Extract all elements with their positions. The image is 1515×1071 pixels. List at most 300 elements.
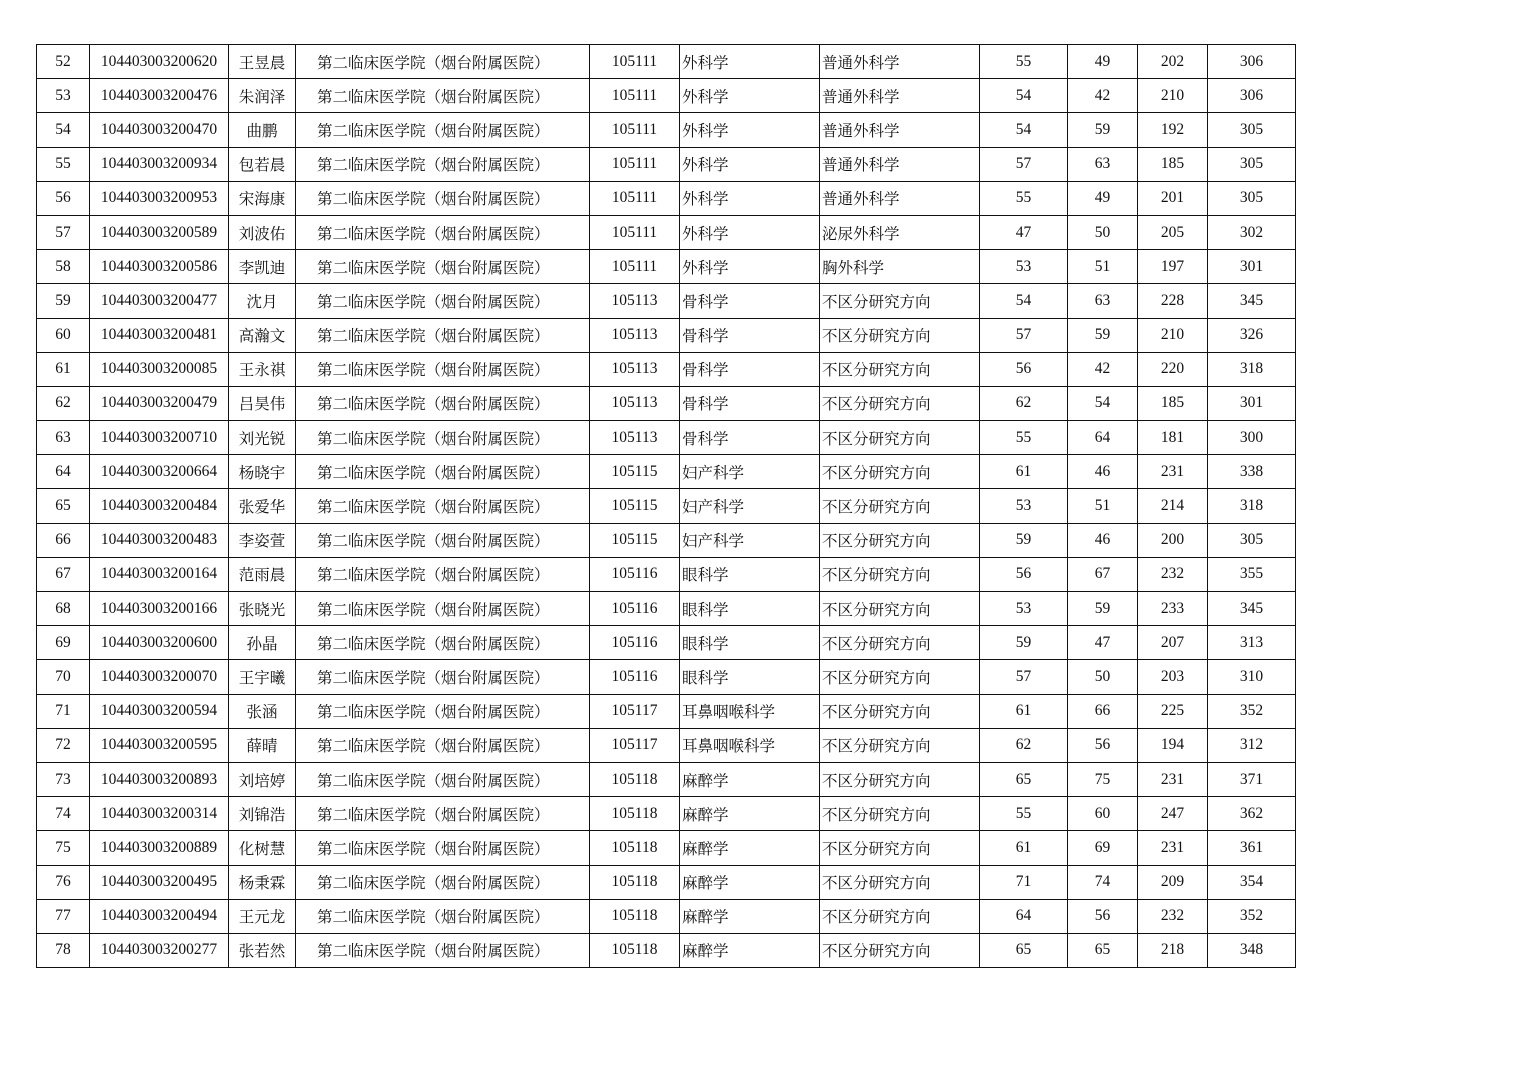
cell-department: 第二临床医学院（烟台附属医院） [296, 933, 590, 967]
cell-row-number: 77 [37, 899, 90, 933]
cell-department: 第二临床医学院（烟台附属医院） [296, 865, 590, 899]
cell-candidate-name: 王宇曦 [229, 660, 296, 694]
cell-research-direction: 不区分研究方向 [820, 728, 980, 762]
cell-score-professional: 218 [1138, 933, 1208, 967]
cell-score-total: 345 [1208, 284, 1296, 318]
cell-score-total: 305 [1208, 147, 1296, 181]
cell-row-number: 53 [37, 79, 90, 113]
cell-research-direction: 不区分研究方向 [820, 352, 980, 386]
cell-major-code: 105116 [590, 592, 680, 626]
cell-research-direction: 不区分研究方向 [820, 933, 980, 967]
cell-major-name: 外科学 [680, 250, 820, 284]
cell-score-english: 65 [1068, 933, 1138, 967]
cell-score-total: 301 [1208, 386, 1296, 420]
table-row [37, 933, 1296, 967]
cell-department: 第二临床医学院（烟台附属医院） [296, 318, 590, 352]
cell-major-code: 105115 [590, 489, 680, 523]
cell-row-number: 60 [37, 318, 90, 352]
cell-major-name: 眼科学 [680, 660, 820, 694]
cell-row-number: 70 [37, 660, 90, 694]
cell-department: 第二临床医学院（烟台附属医院） [296, 626, 590, 660]
cell-candidate-name: 吕昊伟 [229, 386, 296, 420]
cell-candidate-name: 高瀚文 [229, 318, 296, 352]
cell-score-professional: 194 [1138, 728, 1208, 762]
cell-department: 第二临床医学院（烟台附属医院） [296, 660, 590, 694]
cell-candidate-id: 104403003200479 [90, 386, 229, 420]
cell-score-politics: 54 [980, 79, 1068, 113]
cell-candidate-name: 李姿萱 [229, 523, 296, 557]
cell-score-english: 63 [1068, 284, 1138, 318]
cell-research-direction: 不区分研究方向 [820, 626, 980, 660]
cell-candidate-name: 刘光锐 [229, 421, 296, 455]
cell-row-number: 61 [37, 352, 90, 386]
cell-score-professional: 192 [1138, 113, 1208, 147]
cell-score-professional: 200 [1138, 523, 1208, 557]
cell-score-politics: 47 [980, 215, 1068, 249]
cell-department: 第二临床医学院（烟台附属医院） [296, 557, 590, 591]
cell-research-direction: 普通外科学 [820, 79, 980, 113]
table-row [37, 386, 1296, 420]
cell-department: 第二临床医学院（烟台附属医院） [296, 762, 590, 796]
cell-score-english: 59 [1068, 592, 1138, 626]
cell-research-direction: 不区分研究方向 [820, 455, 980, 489]
cell-score-english: 49 [1068, 45, 1138, 79]
cell-candidate-name: 化树慧 [229, 831, 296, 865]
cell-score-professional: 232 [1138, 557, 1208, 591]
cell-score-english: 74 [1068, 865, 1138, 899]
cell-research-direction: 不区分研究方向 [820, 797, 980, 831]
cell-candidate-name: 孙晶 [229, 626, 296, 660]
cell-score-total: 302 [1208, 215, 1296, 249]
table-row [37, 592, 1296, 626]
cell-major-code: 105116 [590, 660, 680, 694]
cell-row-number: 69 [37, 626, 90, 660]
cell-score-english: 56 [1068, 728, 1138, 762]
cell-score-politics: 65 [980, 933, 1068, 967]
cell-candidate-id: 104403003200594 [90, 694, 229, 728]
cell-research-direction: 普通外科学 [820, 147, 980, 181]
cell-score-politics: 55 [980, 797, 1068, 831]
cell-score-english: 42 [1068, 79, 1138, 113]
cell-department: 第二临床医学院（烟台附属医院） [296, 147, 590, 181]
table-row [37, 694, 1296, 728]
cell-research-direction: 不区分研究方向 [820, 489, 980, 523]
cell-major-name: 眼科学 [680, 626, 820, 660]
cell-research-direction: 不区分研究方向 [820, 284, 980, 318]
cell-score-professional: 231 [1138, 762, 1208, 796]
cell-score-english: 54 [1068, 386, 1138, 420]
cell-candidate-name: 刘波佑 [229, 215, 296, 249]
cell-score-total: 305 [1208, 523, 1296, 557]
cell-department: 第二临床医学院（烟台附属医院） [296, 899, 590, 933]
cell-candidate-id: 104403003200481 [90, 318, 229, 352]
cell-candidate-name: 王昱晨 [229, 45, 296, 79]
cell-score-english: 51 [1068, 489, 1138, 523]
cell-row-number: 58 [37, 250, 90, 284]
cell-score-total: 326 [1208, 318, 1296, 352]
cell-row-number: 63 [37, 421, 90, 455]
cell-score-politics: 54 [980, 113, 1068, 147]
cell-score-total: 318 [1208, 489, 1296, 523]
cell-score-english: 50 [1068, 660, 1138, 694]
table-row [37, 250, 1296, 284]
table-body [37, 45, 1296, 968]
cell-candidate-name: 杨秉霖 [229, 865, 296, 899]
cell-score-politics: 59 [980, 523, 1068, 557]
cell-department: 第二临床医学院（烟台附属医院） [296, 489, 590, 523]
cell-major-name: 妇产科学 [680, 455, 820, 489]
table-row [37, 79, 1296, 113]
cell-candidate-name: 张若然 [229, 933, 296, 967]
cell-score-politics: 62 [980, 728, 1068, 762]
cell-major-code: 105116 [590, 557, 680, 591]
cell-department: 第二临床医学院（烟台附属医院） [296, 592, 590, 626]
cell-major-name: 外科学 [680, 181, 820, 215]
cell-research-direction: 不区分研究方向 [820, 899, 980, 933]
cell-candidate-id: 104403003200595 [90, 728, 229, 762]
cell-department: 第二临床医学院（烟台附属医院） [296, 831, 590, 865]
admission-score-table [36, 44, 1296, 968]
cell-score-english: 64 [1068, 421, 1138, 455]
cell-major-code: 105111 [590, 181, 680, 215]
table-row [37, 352, 1296, 386]
cell-major-name: 眼科学 [680, 592, 820, 626]
cell-department: 第二临床医学院（烟台附属医院） [296, 523, 590, 557]
cell-major-name: 外科学 [680, 113, 820, 147]
table-row [37, 455, 1296, 489]
cell-score-total: 301 [1208, 250, 1296, 284]
cell-major-code: 105113 [590, 386, 680, 420]
cell-score-professional: 210 [1138, 318, 1208, 352]
cell-candidate-id: 104403003200277 [90, 933, 229, 967]
cell-score-total: 354 [1208, 865, 1296, 899]
cell-candidate-id: 104403003200164 [90, 557, 229, 591]
cell-candidate-id: 104403003200070 [90, 660, 229, 694]
cell-candidate-name: 张晓光 [229, 592, 296, 626]
cell-score-english: 59 [1068, 318, 1138, 352]
cell-candidate-name: 杨晓宇 [229, 455, 296, 489]
cell-row-number: 67 [37, 557, 90, 591]
cell-major-code: 105111 [590, 147, 680, 181]
cell-candidate-id: 104403003200934 [90, 147, 229, 181]
cell-major-name: 骨科学 [680, 284, 820, 318]
cell-score-english: 42 [1068, 352, 1138, 386]
cell-row-number: 75 [37, 831, 90, 865]
cell-candidate-name: 薛晴 [229, 728, 296, 762]
cell-row-number: 52 [37, 45, 90, 79]
table-row [37, 489, 1296, 523]
cell-research-direction: 胸外科学 [820, 250, 980, 284]
table-row [37, 45, 1296, 79]
cell-score-total: 338 [1208, 455, 1296, 489]
cell-score-total: 305 [1208, 113, 1296, 147]
cell-major-name: 外科学 [680, 215, 820, 249]
cell-major-name: 麻醉学 [680, 797, 820, 831]
cell-candidate-id: 104403003200484 [90, 489, 229, 523]
cell-department: 第二临床医学院（烟台附属医院） [296, 113, 590, 147]
cell-score-total: 348 [1208, 933, 1296, 967]
cell-row-number: 71 [37, 694, 90, 728]
cell-score-english: 49 [1068, 181, 1138, 215]
cell-score-politics: 61 [980, 455, 1068, 489]
cell-score-professional: 232 [1138, 899, 1208, 933]
cell-row-number: 55 [37, 147, 90, 181]
cell-score-english: 69 [1068, 831, 1138, 865]
cell-major-name: 麻醉学 [680, 899, 820, 933]
cell-major-code: 105113 [590, 421, 680, 455]
cell-score-politics: 65 [980, 762, 1068, 796]
cell-department: 第二临床医学院（烟台附属医院） [296, 421, 590, 455]
cell-research-direction: 不区分研究方向 [820, 523, 980, 557]
cell-score-professional: 214 [1138, 489, 1208, 523]
cell-score-english: 63 [1068, 147, 1138, 181]
cell-score-total: 310 [1208, 660, 1296, 694]
cell-score-professional: 233 [1138, 592, 1208, 626]
cell-score-professional: 201 [1138, 181, 1208, 215]
cell-major-code: 105111 [590, 215, 680, 249]
cell-major-name: 骨科学 [680, 386, 820, 420]
cell-candidate-id: 104403003200620 [90, 45, 229, 79]
cell-department: 第二临床医学院（烟台附属医院） [296, 352, 590, 386]
cell-score-total: 345 [1208, 592, 1296, 626]
cell-score-total: 362 [1208, 797, 1296, 831]
cell-row-number: 68 [37, 592, 90, 626]
cell-score-professional: 205 [1138, 215, 1208, 249]
table-row [37, 899, 1296, 933]
cell-score-professional: 210 [1138, 79, 1208, 113]
cell-major-name: 妇产科学 [680, 489, 820, 523]
table-row [37, 523, 1296, 557]
cell-candidate-id: 104403003200710 [90, 421, 229, 455]
cell-major-code: 105113 [590, 318, 680, 352]
cell-major-code: 105118 [590, 797, 680, 831]
cell-score-total: 361 [1208, 831, 1296, 865]
cell-major-name: 麻醉学 [680, 933, 820, 967]
cell-research-direction: 不区分研究方向 [820, 386, 980, 420]
cell-research-direction: 泌尿外科学 [820, 215, 980, 249]
cell-research-direction: 普通外科学 [820, 113, 980, 147]
cell-candidate-id: 104403003200893 [90, 762, 229, 796]
cell-major-code: 105117 [590, 694, 680, 728]
cell-row-number: 78 [37, 933, 90, 967]
cell-major-name: 麻醉学 [680, 831, 820, 865]
cell-score-professional: 231 [1138, 831, 1208, 865]
cell-candidate-id: 104403003200495 [90, 865, 229, 899]
cell-research-direction: 不区分研究方向 [820, 865, 980, 899]
cell-row-number: 57 [37, 215, 90, 249]
cell-major-name: 外科学 [680, 79, 820, 113]
cell-major-code: 105111 [590, 45, 680, 79]
cell-major-name: 外科学 [680, 147, 820, 181]
cell-score-total: 371 [1208, 762, 1296, 796]
cell-score-english: 59 [1068, 113, 1138, 147]
cell-score-total: 318 [1208, 352, 1296, 386]
cell-major-name: 眼科学 [680, 557, 820, 591]
cell-candidate-name: 宋海康 [229, 181, 296, 215]
cell-candidate-id: 104403003200166 [90, 592, 229, 626]
cell-major-name: 骨科学 [680, 421, 820, 455]
table-row [37, 318, 1296, 352]
cell-score-politics: 62 [980, 386, 1068, 420]
cell-candidate-id: 104403003200085 [90, 352, 229, 386]
cell-score-politics: 54 [980, 284, 1068, 318]
cell-score-english: 75 [1068, 762, 1138, 796]
cell-score-total: 300 [1208, 421, 1296, 455]
cell-score-total: 305 [1208, 181, 1296, 215]
cell-candidate-name: 包若晨 [229, 147, 296, 181]
table-row [37, 181, 1296, 215]
cell-major-name: 骨科学 [680, 318, 820, 352]
cell-candidate-id: 104403003200314 [90, 797, 229, 831]
cell-candidate-id: 104403003200494 [90, 899, 229, 933]
cell-research-direction: 普通外科学 [820, 181, 980, 215]
cell-score-english: 46 [1068, 523, 1138, 557]
cell-candidate-id: 104403003200483 [90, 523, 229, 557]
cell-row-number: 74 [37, 797, 90, 831]
cell-score-total: 306 [1208, 45, 1296, 79]
cell-score-professional: 185 [1138, 147, 1208, 181]
cell-score-professional: 209 [1138, 865, 1208, 899]
cell-department: 第二临床医学院（烟台附属医院） [296, 250, 590, 284]
cell-major-name: 妇产科学 [680, 523, 820, 557]
cell-research-direction: 不区分研究方向 [820, 831, 980, 865]
table-row [37, 728, 1296, 762]
cell-department: 第二临床医学院（烟台附属医院） [296, 45, 590, 79]
table-row [37, 660, 1296, 694]
cell-score-politics: 55 [980, 421, 1068, 455]
table-row [37, 113, 1296, 147]
cell-score-english: 50 [1068, 215, 1138, 249]
cell-score-professional: 181 [1138, 421, 1208, 455]
cell-major-code: 105117 [590, 728, 680, 762]
cell-score-total: 306 [1208, 79, 1296, 113]
cell-research-direction: 不区分研究方向 [820, 762, 980, 796]
cell-score-total: 355 [1208, 557, 1296, 591]
cell-score-total: 352 [1208, 899, 1296, 933]
cell-major-name: 耳鼻咽喉科学 [680, 694, 820, 728]
cell-department: 第二临床医学院（烟台附属医院） [296, 455, 590, 489]
cell-score-professional: 231 [1138, 455, 1208, 489]
cell-candidate-name: 张涵 [229, 694, 296, 728]
cell-score-english: 60 [1068, 797, 1138, 831]
cell-major-code: 105111 [590, 250, 680, 284]
table-row [37, 831, 1296, 865]
cell-score-total: 313 [1208, 626, 1296, 660]
cell-score-english: 51 [1068, 250, 1138, 284]
cell-department: 第二临床医学院（烟台附属医院） [296, 284, 590, 318]
cell-research-direction: 不区分研究方向 [820, 660, 980, 694]
cell-score-english: 56 [1068, 899, 1138, 933]
cell-candidate-id: 104403003200953 [90, 181, 229, 215]
cell-department: 第二临床医学院（烟台附属医院） [296, 181, 590, 215]
table-row [37, 626, 1296, 660]
cell-major-name: 外科学 [680, 45, 820, 79]
cell-candidate-id: 104403003200889 [90, 831, 229, 865]
cell-score-politics: 53 [980, 592, 1068, 626]
cell-score-politics: 61 [980, 694, 1068, 728]
cell-score-professional: 197 [1138, 250, 1208, 284]
cell-research-direction: 普通外科学 [820, 45, 980, 79]
cell-department: 第二临床医学院（烟台附属医院） [296, 386, 590, 420]
cell-score-politics: 53 [980, 489, 1068, 523]
cell-major-code: 105118 [590, 831, 680, 865]
cell-score-professional: 203 [1138, 660, 1208, 694]
cell-major-code: 105111 [590, 79, 680, 113]
table-row [37, 762, 1296, 796]
cell-candidate-name: 范雨晨 [229, 557, 296, 591]
cell-score-english: 46 [1068, 455, 1138, 489]
cell-score-english: 66 [1068, 694, 1138, 728]
cell-candidate-id: 104403003200664 [90, 455, 229, 489]
cell-major-name: 骨科学 [680, 352, 820, 386]
cell-candidate-id: 104403003200476 [90, 79, 229, 113]
cell-score-professional: 247 [1138, 797, 1208, 831]
cell-score-politics: 57 [980, 660, 1068, 694]
cell-candidate-name: 刘锦浩 [229, 797, 296, 831]
cell-row-number: 76 [37, 865, 90, 899]
cell-major-name: 耳鼻咽喉科学 [680, 728, 820, 762]
cell-score-professional: 185 [1138, 386, 1208, 420]
cell-candidate-name: 刘培婷 [229, 762, 296, 796]
cell-major-code: 105115 [590, 523, 680, 557]
cell-research-direction: 不区分研究方向 [820, 318, 980, 352]
cell-candidate-name: 朱润泽 [229, 79, 296, 113]
cell-major-code: 105116 [590, 626, 680, 660]
cell-score-politics: 57 [980, 318, 1068, 352]
cell-score-politics: 56 [980, 352, 1068, 386]
cell-row-number: 54 [37, 113, 90, 147]
cell-major-code: 105118 [590, 762, 680, 796]
cell-major-code: 105118 [590, 899, 680, 933]
cell-candidate-name: 李凯迪 [229, 250, 296, 284]
cell-row-number: 56 [37, 181, 90, 215]
cell-score-politics: 53 [980, 250, 1068, 284]
cell-major-code: 105113 [590, 352, 680, 386]
cell-row-number: 65 [37, 489, 90, 523]
cell-score-politics: 55 [980, 45, 1068, 79]
cell-row-number: 59 [37, 284, 90, 318]
cell-score-politics: 56 [980, 557, 1068, 591]
cell-score-professional: 202 [1138, 45, 1208, 79]
cell-score-politics: 64 [980, 899, 1068, 933]
cell-row-number: 62 [37, 386, 90, 420]
cell-major-code: 105115 [590, 455, 680, 489]
table-row [37, 421, 1296, 455]
cell-research-direction: 不区分研究方向 [820, 592, 980, 626]
cell-department: 第二临床医学院（烟台附属医院） [296, 79, 590, 113]
table-row [37, 215, 1296, 249]
table-row [37, 284, 1296, 318]
table-row [37, 865, 1296, 899]
cell-major-code: 105118 [590, 865, 680, 899]
cell-research-direction: 不区分研究方向 [820, 421, 980, 455]
cell-research-direction: 不区分研究方向 [820, 694, 980, 728]
cell-major-code: 105113 [590, 284, 680, 318]
cell-candidate-name: 张爱华 [229, 489, 296, 523]
cell-department: 第二临床医学院（烟台附属医院） [296, 797, 590, 831]
cell-major-name: 麻醉学 [680, 762, 820, 796]
cell-score-politics: 57 [980, 147, 1068, 181]
cell-research-direction: 不区分研究方向 [820, 557, 980, 591]
cell-candidate-id: 104403003200586 [90, 250, 229, 284]
cell-department: 第二临床医学院（烟台附属医院） [296, 694, 590, 728]
cell-department: 第二临床医学院（烟台附属医院） [296, 728, 590, 762]
cell-score-politics: 55 [980, 181, 1068, 215]
cell-score-professional: 207 [1138, 626, 1208, 660]
cell-candidate-name: 沈月 [229, 284, 296, 318]
cell-major-code: 105111 [590, 113, 680, 147]
cell-candidate-name: 曲鹏 [229, 113, 296, 147]
